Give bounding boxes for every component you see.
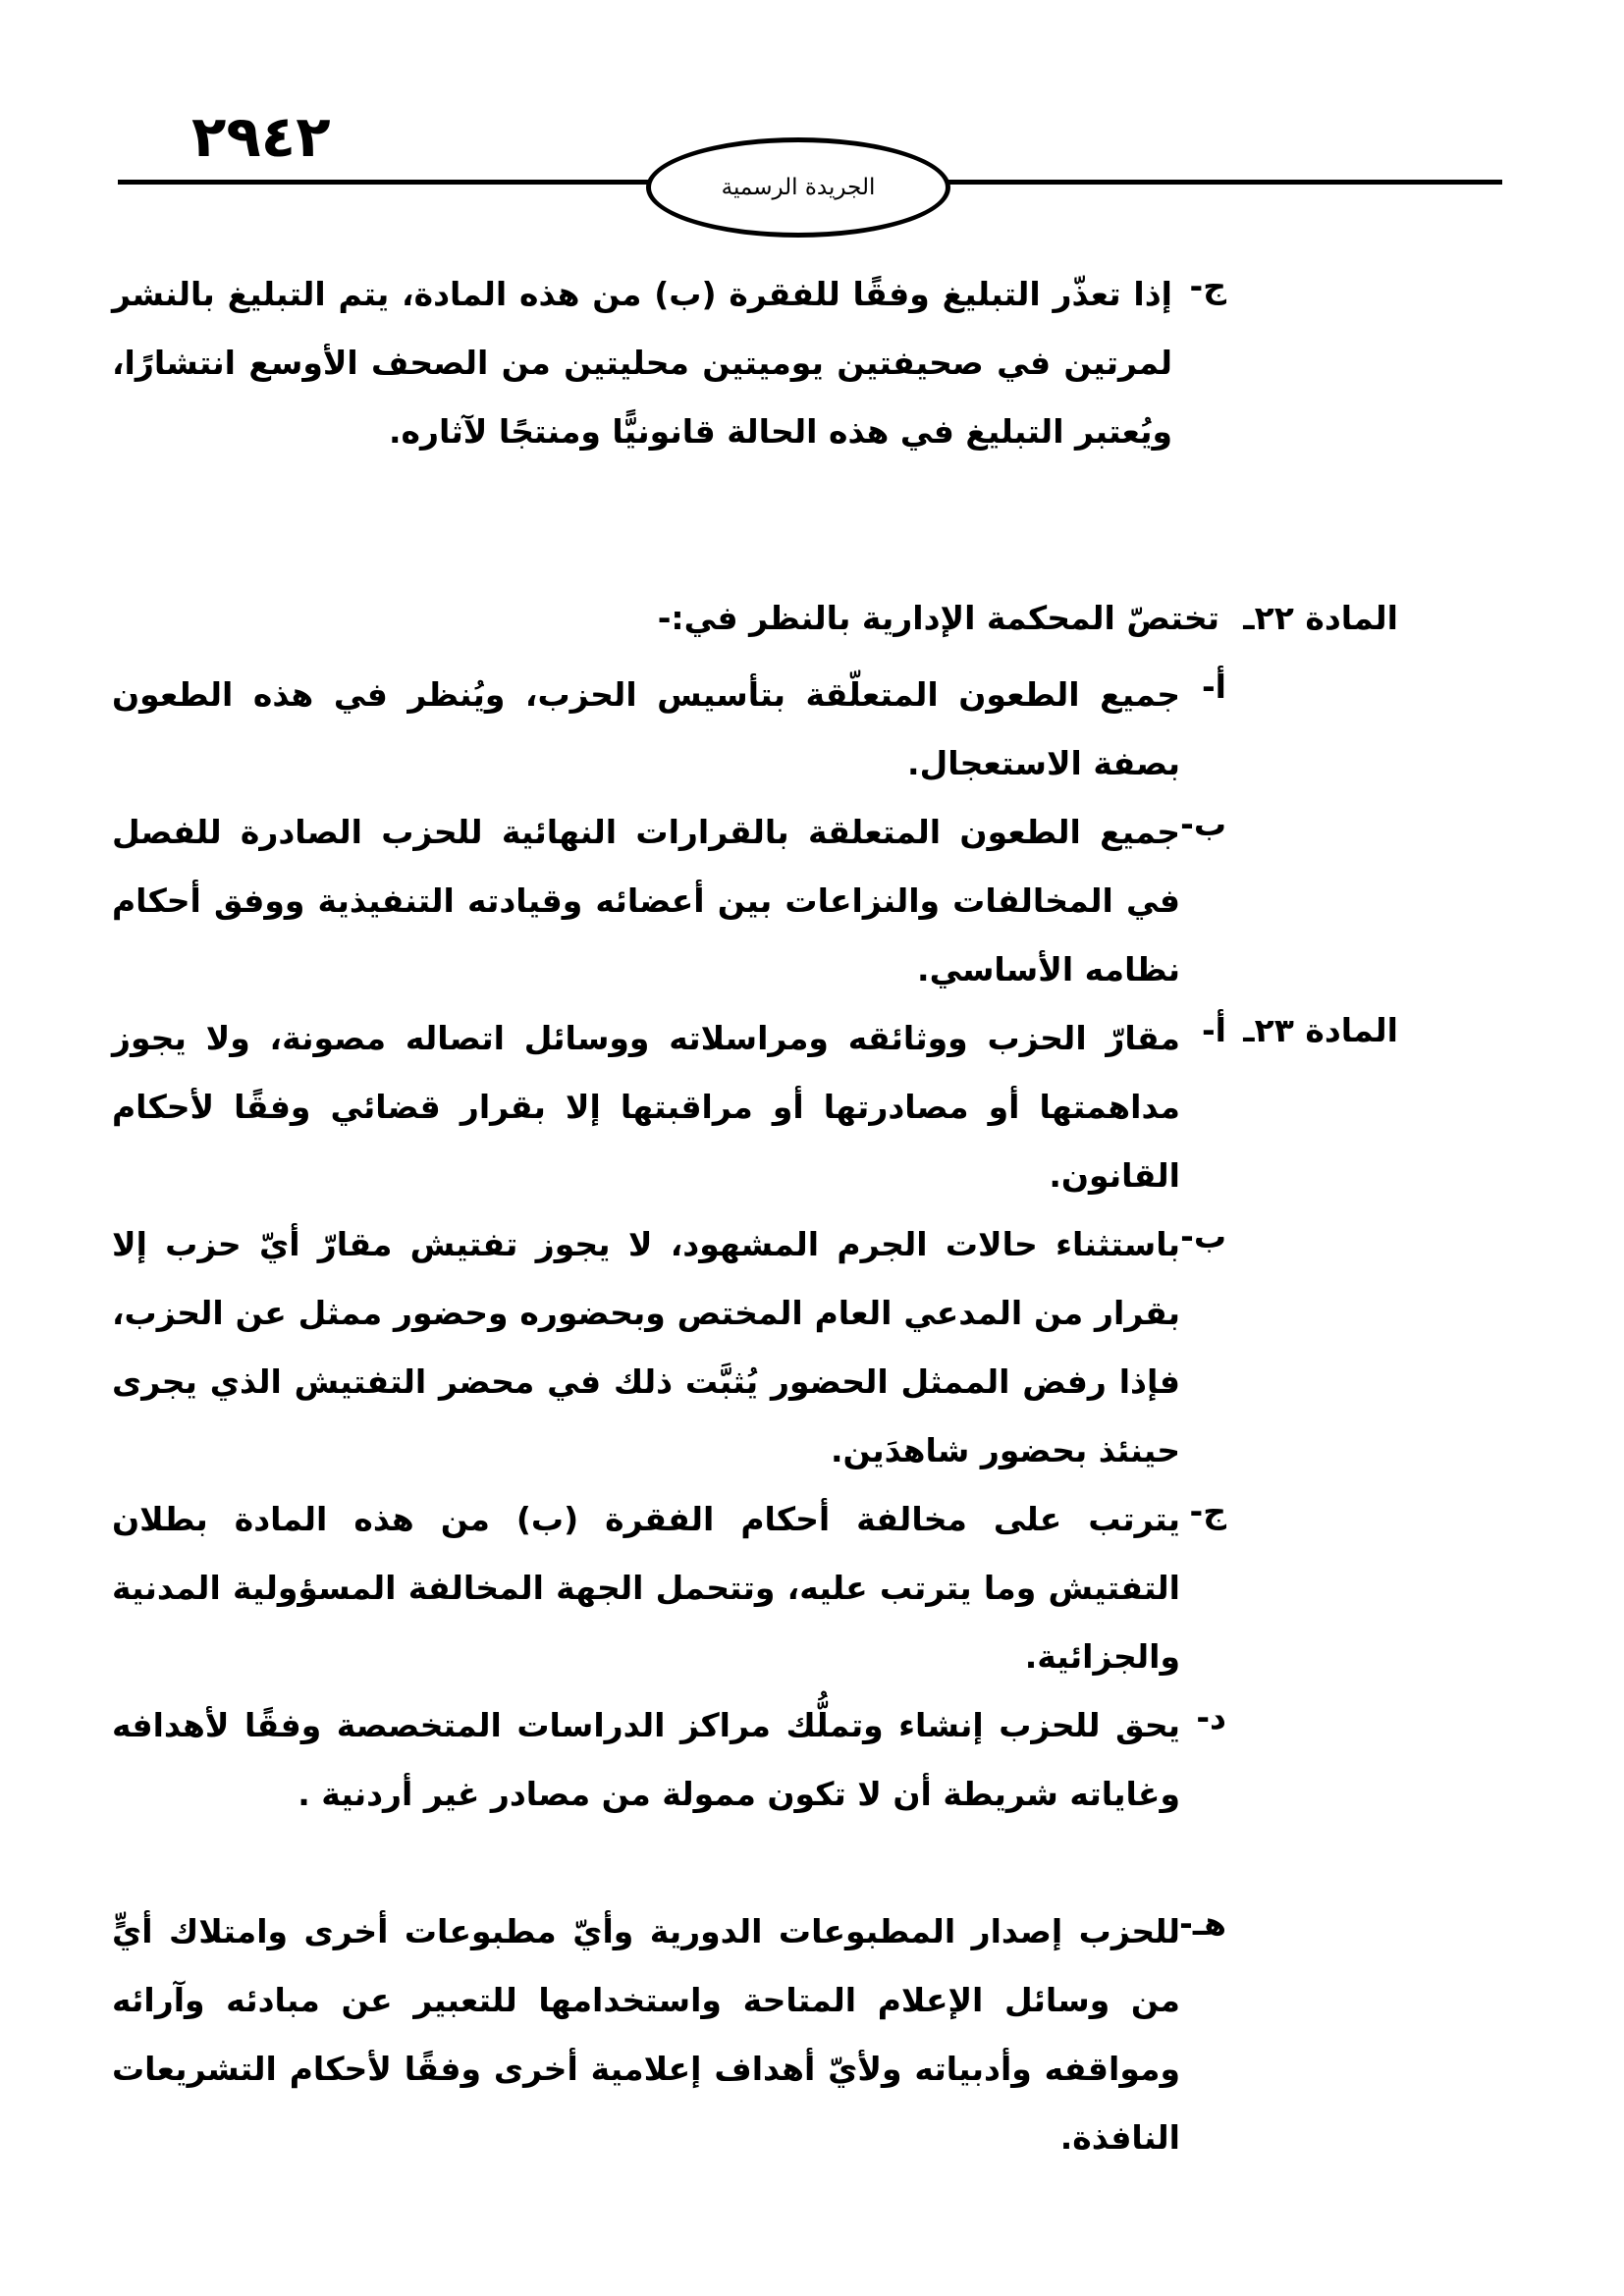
article-22-heading-marker: المادة ٢٢ـ [1243, 599, 1398, 637]
page-number: ٢٩٤٢ [191, 103, 331, 170]
clause-marker: ج- [1189, 267, 1226, 305]
clause-marker: ب- [1180, 805, 1226, 843]
clause-marker: أ- [1201, 1011, 1226, 1049]
clause-text: يترتب على مخالفة أحكام الفقرة (ب) من هذه المادة بطلان التفتيش وما يترتب عليه، وتتحمل الجهة المخالفة المسؤولية المدنية والجزائية. [112, 1500, 1180, 1676]
gazette-title: الجريدة الرسمية [721, 175, 876, 200]
clause-marker: هـ- [1179, 1904, 1226, 1943]
clause-marker: ب- [1180, 1217, 1226, 1255]
clause-text: إذا تعذّر التبليغ وفقًا للفقرة (ب) من هذه المادة، يتم التبليغ بالنشر لمرتين في صحيفتين يوميتين محليتين من الصحف الأوسع انتشارًا، ويُعتبر التبليغ في هذه الحالة قانونيًّا ومنتجًا لآثاره. [112, 275, 1172, 451]
clause-marker: د- [1196, 1698, 1226, 1736]
clause-text: جميع الطعون المتعلّقة بتأسيس الحزب، ويُنظر في هذه الطعون بصفة الاستعجال. [112, 675, 1180, 782]
clause-text: جميع الطعون المتعلقة بالقرارات النهائية للحزب الصادرة للفصل في المخالفات والنزاعات بين أعضائه وقيادته التنفيذية ووفق أحكام نظامه الأساسي. [112, 813, 1180, 988]
clause-text: يحق للحزب إنشاء وتملُّك مراكز الدراسات المتخصصة وفقًا لأهدافه وغاياته شريطة أن لا تكون ممولة من مصادر غير أردنية . [112, 1706, 1180, 1813]
gazette-title-oval [646, 137, 950, 238]
article-23-heading-marker: المادة ٢٣ـ [1243, 1011, 1398, 1049]
clause-text: مقارّ الحزب ووثائقه ومراسلاته ووسائل اتصاله مصونة، ولا يجوز مداهمتها أو مصادرتها أو مراقبتها إلا بقرار قضائي وفقًا لأحكام القانون. [112, 1019, 1180, 1195]
clause-marker: ج- [1189, 1492, 1226, 1530]
clause-text: باستثناء حالات الجرم المشهود، لا يجوز تفتيش مقارّ أيّ حزب إلا بقرار من المدعي العام المختص وبحضوره وحضور ممثل عن الحزب، فإذا رفض الممثل الحضور يُثبَّت ذلك في محضر التفتيش الذي يجرى حينئذ بحضور شاهدَين. [112, 1225, 1180, 1469]
clause-marker: أ- [1201, 667, 1226, 706]
article-22-heading-text: تختصّ المحكمة الإدارية بالنظر في:- [657, 599, 1219, 637]
clause-text: للحزب إصدار المطبوعات الدورية وأيّ مطبوعات أخرى وامتلاك أيٍّ من وسائل الإعلام المتاحة واستخدامها للتعبير عن مبادئه وآرائه ومواقفه وأدبياته ولأيّ أهداف إعلامية أخرى وفقًا لأحكام التشريعات النافذة. [112, 1912, 1180, 2157]
